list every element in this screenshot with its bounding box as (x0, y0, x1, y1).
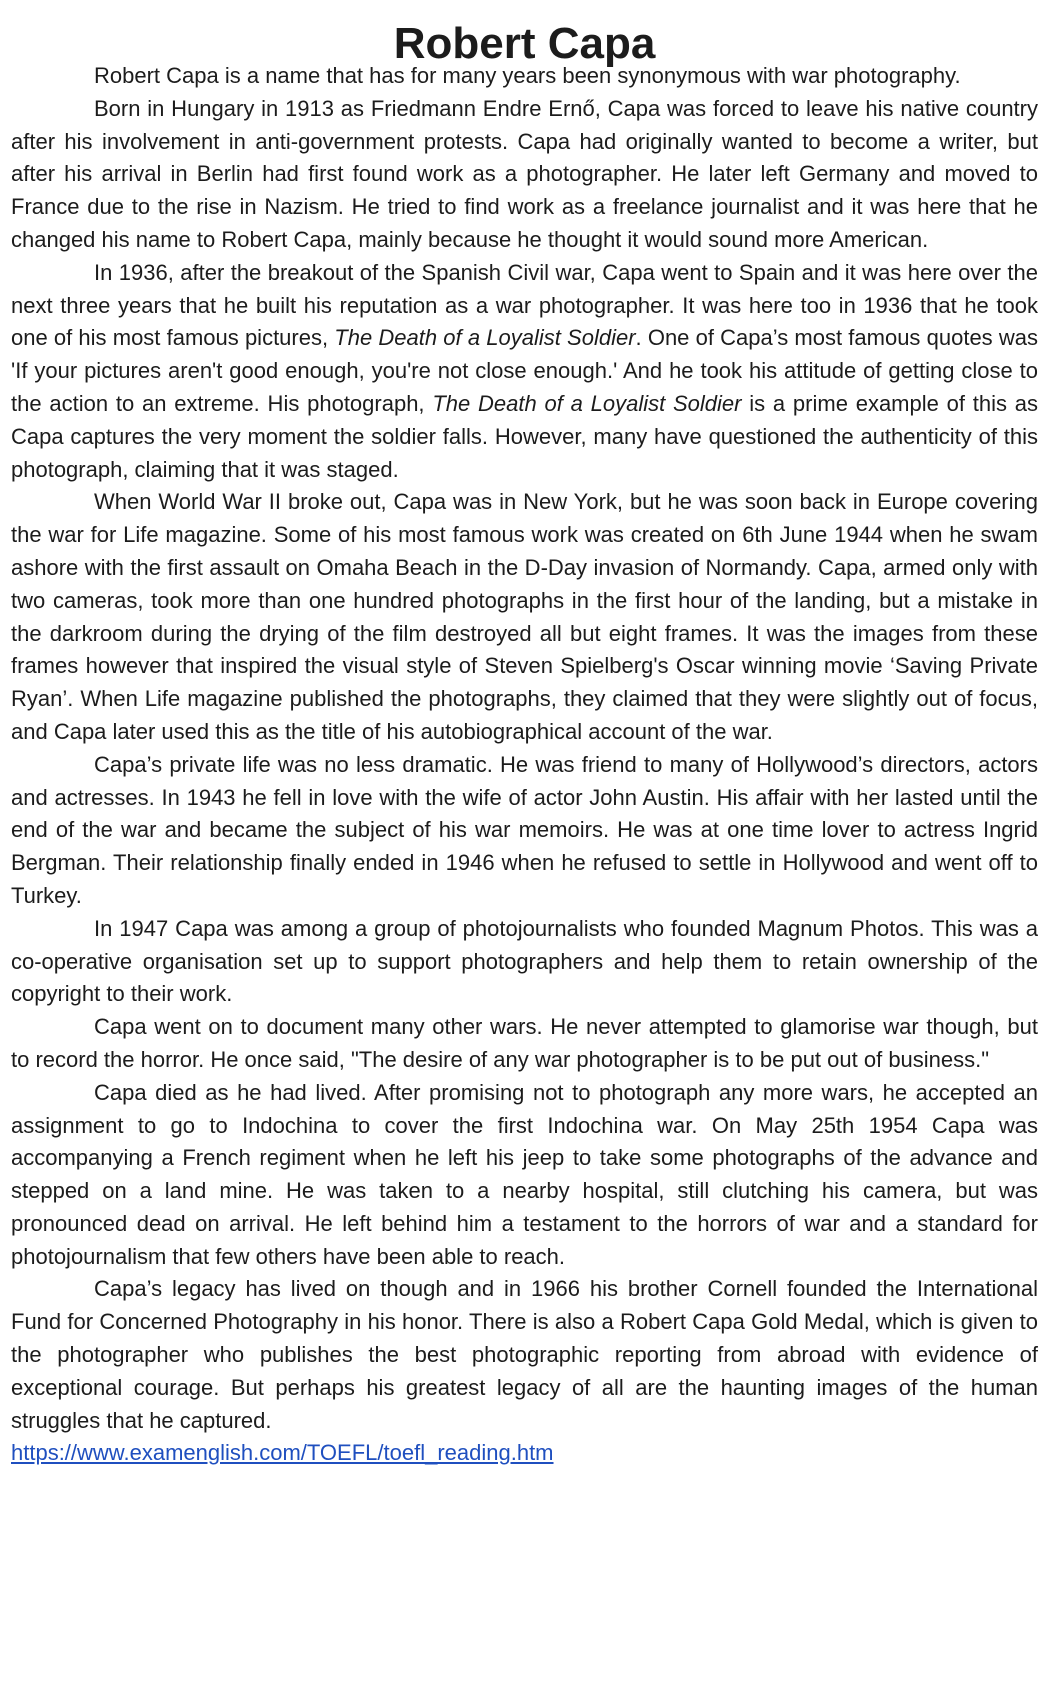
document-title: Robert Capa (393, 19, 656, 68)
paragraph-text: is a prime example of this as Capa captures the very moment the soldier falls. However, many have questioned the authenticity of this photograph, claiming that it was staged. (11, 390, 1039, 482)
paragraph-text: In 1947 Capa was among a group of photojournalists who founded Magnum Photos. This was a co-operative organisation set up to support photographers and help them to retain ownership of the copyright to their work. (11, 915, 1038, 1007)
paragraph-text: Capa’s private life was no less dramatic. He was friend to many of Hollywood’s directors, actors and actresses. In 1943 he fell in love with the wife of actor John Austin. His affair with her lasted until the end of the war and became the subject of his war memoirs. He was at one time lover to actress Ingrid Bergman. Their relationship finally ended in 1946 when he refused to settle in Hollywood and went off to Turkey. (11, 751, 1038, 908)
paragraph-text: Born in Hungary in 1913 as Friedmann Endre Ernő, Capa was forced to leave his native country after his involvement in anti-government protests. Capa had originally wanted to become a writer, but after his arrival in Berlin had first found work as a photographer. He later left Germany and moved to France due to the rise in Nazism. He tried to find work as a freelance journalist and it was here that he changed his name to Robert Capa, mainly because he thought it would sound more American. (11, 95, 1038, 252)
article-body (11, 60, 1038, 1437)
article-paragraph (11, 1011, 1038, 1077)
article-paragraph (11, 93, 1038, 257)
article-paragraph (11, 257, 1038, 487)
article-paragraph (11, 913, 1038, 1011)
italic-title-text: The Death of a Loyalist Soldier (432, 390, 742, 416)
paragraph-text: Capa died as he had lived. After promising not to photograph any more wars, he accepted an assignment to go to Indochina to cover the first Indochina war. On May 25th 1954 Capa was accompanying a French regiment when he left his jeep to take some photographs of the advance and stepped on a land mine. He was taken to a nearby hospital, still clutching his camera, but was pronounced dead on arrival. He left behind him a testament to the horrors of war and a standard for photojournalism that few others have been able to reach. (11, 1079, 1038, 1269)
paragraph-text: Capa went on to document many other wars. He never attempted to glamorise war though, but to record the horror. He once said, "The desire of any war photographer is to be put out of business." (11, 1014, 1038, 1072)
article-paragraph (11, 749, 1038, 913)
article-paragraph (11, 1273, 1038, 1437)
italic-title-text: The Death of a Loyalist Soldier (334, 325, 636, 351)
source-link[interactable]: https://www.examenglish.com/TOEFL/toefl_reading.htm (11, 1440, 554, 1466)
paragraph-text: . One of Capa’s most famous quotes was 'If your pictures aren't good enough, you're not close enough.' And he took his attitude of getting close to the action to an extreme. His photograph, (11, 325, 1038, 416)
article-paragraph (11, 1077, 1038, 1274)
article-paragraph (11, 486, 1038, 748)
paragraph-text: When World War II broke out, Capa was in New York, but he was soon back in Europe covering the war for Life magazine. Some of his most famous work was created on 6th June 1944 when he swam ashore with the first assault on Omaha Beach in the D-Day invasion of Normandy. Capa, armed only with two cameras, took more than one hundred photographs in the first hour of the landing, but a mistake in the darkroom during the drying of the film destroyed all but eight frames. It was the images from these frames however that inspired the visual style of Steven Spielberg's Oscar winning movie ‘Saving Private Ryan’. When Life magazine published the photographs, they claimed that they were slightly out of focus, and Capa later used this as the title of his autobiographical account of the war. (11, 489, 1038, 744)
document-page (11, 19, 1039, 1470)
article-paragraph (11, 60, 1038, 93)
paragraph-text: Capa’s legacy has lived on though and in 1966 his brother Cornell founded the International Fund for Concerned Photography in his honor. There is also a Robert Capa Gold Medal, which is given to the photographer who publishes the best photographic reporting from abroad with evidence of exceptional courage. But perhaps his greatest legacy of all are the haunting images of the human struggles that he captured. (11, 1276, 1038, 1433)
paragraph-text: In 1936, after the breakout of the Spanish Civil war, Capa went to Spain and it was here over the next three years that he built his reputation as a war photographer. It was here too in 1936 that he took one of his most famous pictures, (11, 259, 1038, 351)
paragraph-text: Robert Capa is a name that has for many years been synonymous with war photography. (94, 63, 961, 88)
